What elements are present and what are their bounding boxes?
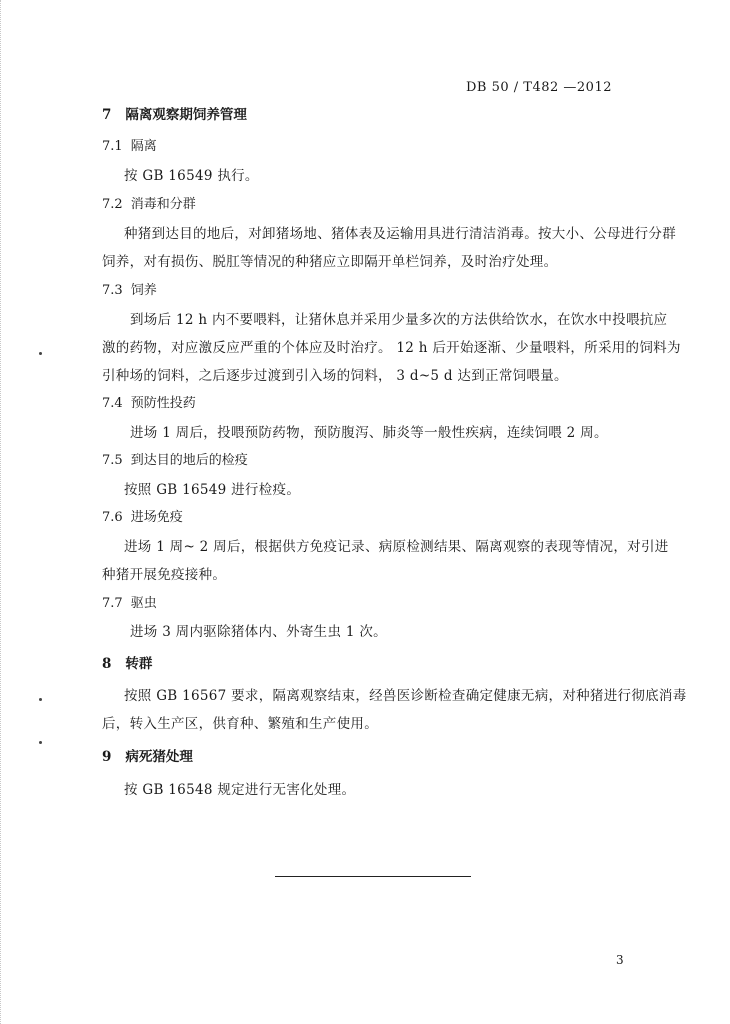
paragraph-line: 按照 GB 16567 要求，隔离观察结束，经兽医诊断检查确定健康无病，对种猪进行彻底消毒 [124, 688, 687, 704]
paragraph-line: 到场后 12 h 内不要喂料，让猪休息并采用少量多次的方法供给饮水，在饮水中投喂抗应 [130, 312, 668, 328]
section-heading [102, 652, 152, 672]
paragraph-line: 进场 3 周内驱除猪体内、外寄生虫 1 次。 [130, 624, 387, 640]
paragraph-line: 激的药物，对应激反应严重的个体应及时治疗。 12 h 后开始逐渐、少量喂料，所采用的饲料为 [102, 340, 681, 356]
subsection-number: 7.5 [102, 453, 123, 468]
document-code: DB 50 / T482 —2012 [466, 80, 612, 95]
section-title: 病死猪处理 [125, 749, 193, 765]
subsection-number: 7.7 [102, 596, 123, 611]
end-rule [275, 876, 471, 877]
subsection-number: 7.6 [102, 510, 123, 525]
paragraph-line: 进场 1 周~ 2 周后，根据供方免疫记录、病原检测结果、隔离观察的表现等情况，对引进 [124, 539, 669, 555]
section-heading [102, 745, 193, 765]
subsection-heading [102, 592, 157, 611]
subsection-heading [102, 506, 183, 525]
paragraph-line: 种猪开展免疫接种。 [102, 567, 227, 583]
scan-edge [0, 0, 7, 1024]
scan-speck [39, 741, 42, 744]
section-heading [102, 103, 247, 123]
paragraph-line: 种猪到达目的地后，对卸猪场地、猪体表及运输用具进行清洁消毒。按大小、公母进行分群 [124, 226, 676, 242]
section-number: 8 [102, 656, 112, 672]
subsection-title: 消毒和分群 [130, 197, 196, 212]
section-title: 隔离观察期饲养管理 [125, 107, 247, 123]
subsection-title: 到达目的地后的检疫 [130, 453, 248, 468]
subsection-heading [102, 392, 196, 411]
subsection-heading [102, 449, 248, 468]
subsection-number: 7.3 [102, 283, 123, 298]
paragraph-line: 进场 1 周后，投喂预防药物，预防腹泻、肺炎等一般性疾病，连续饲喂 2 周。 [130, 425, 608, 441]
page-number: 3 [616, 953, 624, 967]
subsection-title: 驱虫 [130, 596, 157, 611]
subsection-heading [102, 135, 157, 154]
subsection-title: 进场免疫 [130, 510, 183, 525]
paragraph-line: 按 GB 16549 执行。 [124, 168, 259, 184]
scan-speck [39, 352, 42, 355]
paragraph-line: 按 GB 16548 规定进行无害化处理。 [124, 782, 356, 798]
subsection-heading [102, 279, 157, 298]
paragraph-line: 后，转入生产区，供育种、繁殖和生产使用。 [102, 716, 378, 732]
subsection-heading [102, 193, 196, 212]
subsection-number: 7.2 [102, 197, 123, 212]
subsection-number: 7.4 [102, 396, 123, 411]
paragraph-line: 引种场的饲料，之后逐步过渡到引入场的饲料， 3 d~5 d 达到正常饲喂量。 [102, 368, 568, 384]
subsection-title: 饲养 [130, 283, 157, 298]
subsection-title: 隔离 [130, 139, 157, 154]
section-number: 9 [102, 749, 112, 765]
section-number: 7 [102, 107, 112, 123]
subsection-number: 7.1 [102, 139, 123, 154]
paragraph-line: 按照 GB 16549 进行检疫。 [124, 482, 301, 498]
section-title: 转群 [125, 656, 153, 672]
paragraph-line: 饲养，对有损伤、脱肛等情况的种猪应立即隔开单栏饲养，及时治疗处理。 [102, 254, 558, 270]
scan-speck [39, 698, 42, 701]
subsection-title: 预防性投药 [130, 396, 196, 411]
